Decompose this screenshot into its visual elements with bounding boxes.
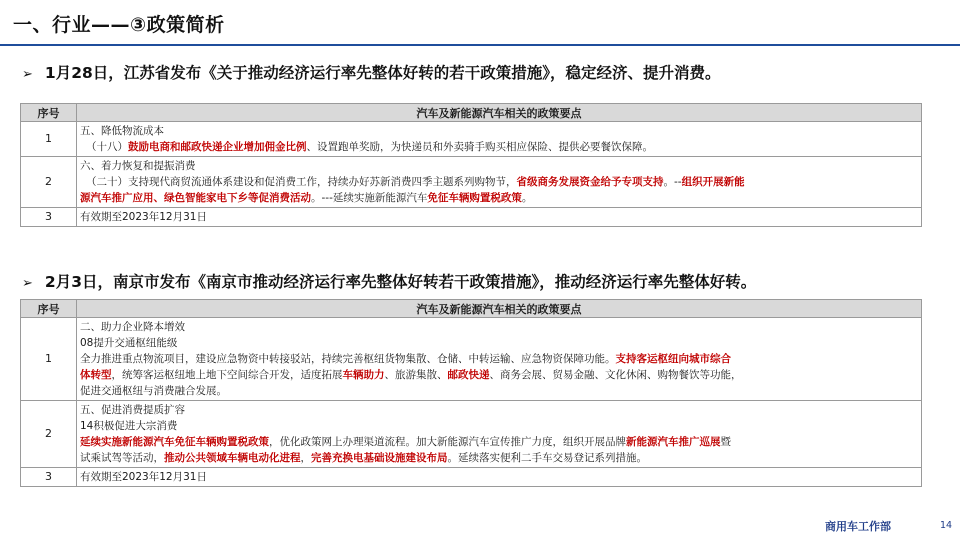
row-number-cell: 2 <box>21 157 77 208</box>
highlighted-policy-text: 完善充换电基础设施建设布局 <box>311 452 448 464</box>
highlighted-policy-text: 推动公共领域车辆电动化进程 <box>164 452 301 464</box>
policy-line: 14积极促进大宗消费 <box>80 420 178 432</box>
highlighted-policy-text: 邮政快递 <box>447 369 490 381</box>
highlighted-policy-text: 组织开展新能 <box>681 176 745 188</box>
policy-line: 促进交通枢纽与消费融合发展。 <box>80 385 227 397</box>
policy-line: 有效期至2023年12月31日 <box>80 211 207 223</box>
policy-text: （二十）支持现代商贸流通体系建设和促消费工作，持续办好苏新消费四季主题系列购物节， <box>86 176 517 188</box>
policy-content-cell <box>77 468 922 487</box>
policy-text: 。延续落实便利二手车交易登记系列措施。 <box>447 452 647 464</box>
section-heading-text: 1月28日，江苏省发布《关于推动经济运行率先整体好转的若干政策措施》，稳定经济、提升消费。 <box>44 64 721 82</box>
title-divider <box>0 44 960 46</box>
row-number-cell: 2 <box>21 401 77 468</box>
policy-text: ， <box>300 452 311 464</box>
policy-text: 、设置跑单奖励，为快递员和外卖骑手购买相应保险、提供必要餐饮保障。 <box>306 141 653 153</box>
policy-line <box>80 351 918 367</box>
policy-text: 。-- <box>663 176 682 188</box>
page-number: 14 <box>940 520 953 531</box>
policy-text: ，优化政策网上办理渠道流程。加大新能源汽车宣传推广力度，组织开展品牌 <box>269 436 626 448</box>
policy-text: 。---延续实施新能源汽车 <box>311 192 428 204</box>
section-heading-nanjing <box>22 270 756 292</box>
page-title: 一、行业——③政策简析 <box>13 14 225 36</box>
policy-text: 试乘试驾等活动， <box>80 452 164 464</box>
table-row <box>21 122 922 157</box>
table-row <box>21 157 922 208</box>
highlighted-policy-text: 新能源汽车推广巡展 <box>626 436 721 448</box>
table-row <box>21 208 922 227</box>
table-header-row <box>21 104 922 122</box>
policy-line <box>80 450 918 466</box>
policy-line <box>80 190 918 206</box>
row-number-cell: 1 <box>21 318 77 401</box>
section-heading-jiangsu <box>22 61 721 83</box>
policy-content-cell <box>77 208 922 227</box>
policy-line: 六、着力恢复和提振消费 <box>80 160 196 172</box>
table-row <box>21 401 922 468</box>
highlighted-policy-text: 体转型 <box>80 369 112 381</box>
policy-table-nanjing <box>20 299 922 487</box>
highlighted-policy-text: 源汽车推广应用、绿色智能家电下乡等促消费活动 <box>80 192 311 204</box>
policy-text: 、旅游集散、 <box>384 369 448 381</box>
highlighted-policy-text: 鼓励电商和邮政快递企业增加佣金比例 <box>128 141 307 153</box>
policy-line: 五、促进消费提质扩容 <box>80 404 185 416</box>
policy-text: 全力推进重点物流项目，建设应急物资中转接驳站，持续完善枢纽货物集散、仓储、中转运输、应急物资保障功能。 <box>80 353 616 365</box>
column-header-content: 汽车及新能源汽车相关的政策要点 <box>77 104 922 122</box>
policy-line <box>80 139 918 155</box>
row-number-cell: 3 <box>21 468 77 487</box>
column-header-no: 序号 <box>21 104 77 122</box>
policy-table-jiangsu <box>20 103 922 227</box>
column-header-no: 序号 <box>21 300 77 318</box>
section-heading-text: 2月3日，南京市发布《南京市推动经济运行率先整体好转若干政策措施》，推动经济运行率先整体好转。 <box>44 273 757 291</box>
policy-line <box>80 367 918 383</box>
policy-line: 08提升交通枢纽能级 <box>80 337 178 349</box>
policy-line: 二、助力企业降本增效 <box>80 321 185 333</box>
policy-content-cell <box>77 157 922 208</box>
policy-content-cell <box>77 122 922 157</box>
highlighted-policy-text: 免征车辆购置税政策 <box>427 192 522 204</box>
policy-text: （十八） <box>86 141 128 153</box>
policy-line <box>80 434 918 450</box>
row-number-cell: 1 <box>21 122 77 157</box>
arrow-bullet-icon: ➢ <box>22 67 33 82</box>
policy-line <box>80 174 918 190</box>
table-row <box>21 468 922 487</box>
highlighted-policy-text: 支持客运枢纽向城市综合 <box>615 353 731 365</box>
policy-text: ，统筹客运枢纽地上地下空间综合开发，适度拓展 <box>111 369 343 381</box>
policy-content-cell <box>77 318 922 401</box>
arrow-bullet-icon: ➢ <box>22 276 33 291</box>
footer-department-label: 商用车工作部 <box>825 520 891 533</box>
row-number-cell: 3 <box>21 208 77 227</box>
table-row <box>21 318 922 401</box>
policy-line: 五、降低物流成本 <box>80 125 164 137</box>
highlighted-policy-text: 车辆助力 <box>342 369 385 381</box>
policy-text: 。 <box>521 192 533 204</box>
policy-line: 有效期至2023年12月31日 <box>80 471 207 483</box>
highlighted-policy-text: 省级商务发展资金给予专项支持 <box>516 176 664 188</box>
policy-text: 、商务会展、贸易金融、文化休闲、购物餐饮等功能， <box>489 369 742 381</box>
policy-text: 暨 <box>720 436 731 448</box>
highlighted-policy-text: 延续实施新能源汽车免征车辆购置税政策 <box>80 436 269 448</box>
table-header-row <box>21 300 922 318</box>
policy-content-cell <box>77 401 922 468</box>
column-header-content: 汽车及新能源汽车相关的政策要点 <box>77 300 922 318</box>
